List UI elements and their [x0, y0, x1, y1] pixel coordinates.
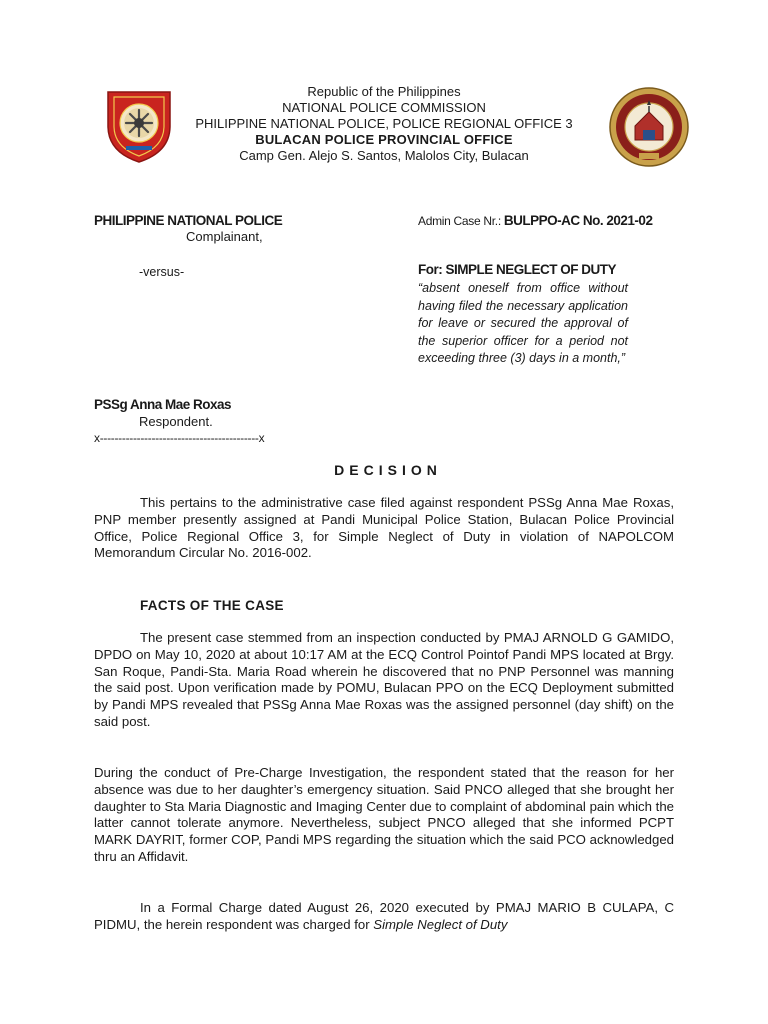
letterhead-address: Camp Gen. Alejo S. Santos, Malolos City, Bulacan [239, 148, 529, 163]
facts-paragraph-3-text: In a Formal Charge dated August 26, 2020 executed by PMAJ MARIO B CULAPA, C PIDMU, the herein respondent was charged for [94, 900, 674, 932]
case-number-label: Admin Case Nr.: [418, 214, 504, 228]
facts-paragraph-2: During the conduct of Pre-Charge Investigation, the respondent stated that the reason for her absence was due to her daughter’s emergency situation. Said PNCO alleged that she brought her daughter to Sta Maria Diagnostic and Imaging Center due to complaint of abdominal pain which the latter cannot tolerate anymore. Nevertheless, subject PNCO alleged that she informed PCPT MARK DAYRIT, former COP, Pandi MPS regarding the situation which the said PCO acknowledged thru an Affidavit. [94, 765, 674, 864]
charge-description: “absent oneself from office without having filed the necessary application for leave or secured the approval of the superior officer for a period not exceeding three (3) days in a month,” [418, 281, 628, 365]
decision-title: DECISION [334, 462, 442, 478]
respondent-name: PSSg Anna Mae Roxas [94, 397, 232, 412]
complainant-name: PHILIPPINE NATIONAL POLICE [94, 213, 283, 228]
letterhead-republic: Republic of the Philippines [307, 84, 461, 99]
respondent-role: Respondent. [139, 414, 213, 429]
charge-title: For: SIMPLE NEGLECT OF DUTY [418, 262, 616, 277]
facts-heading: FACTS OF THE CASE [140, 598, 284, 613]
caption-separator: x-------------------------------------------x [94, 431, 265, 445]
letterhead-napolcom: NATIONAL POLICE COMMISSION [282, 100, 486, 115]
letterhead-pnp-pro3: PHILIPPINE NATIONAL POLICE, POLICE REGIONAL OFFICE 3 [195, 116, 573, 131]
case-number-line [418, 213, 652, 228]
letterhead [0, 84, 768, 164]
facts-paragraph-1: The present case stemmed from an inspection conducted by PMAJ ARNOLD G GAMIDO, DPDO on May 10, 2020 at about 10:17 AM at the ECQ Control Pointof Pandi MPS located at Brgy. San Roque, Pandi-Sta. Maria Road wherein he discovered that no PNP Personnel was manning the said post. Upon verification made by POMU, Bulacan PPO on the ECQ Deployment submitted by Pandi MPS revealed that PSSg Anna Mae Roxas was the assigned personnel (day shift) on the said post. [94, 630, 674, 729]
complainant-role: Complainant, [186, 229, 263, 244]
intro-paragraph: This pertains to the administrative case filed against respondent PSSg Anna Mae Roxas, PNP member presently assigned at Pandi Municipal Police Station, Bulacan Police Provincial Office, Police Regional Office 3, for Simple Neglect of Duty in violation of NAPOLCOM Memorandum Circular No. 2016-002. [94, 495, 674, 561]
facts-paragraph-3 [94, 900, 674, 934]
facts-paragraph-3-charge: Simple Neglect of Duty [373, 916, 508, 932]
versus-label: -versus- [139, 265, 185, 279]
letterhead-bulppo: BULACAN POLICE PROVINCIAL OFFICE [255, 132, 513, 147]
case-number: BULPPO-AC No. 2021-02 [503, 213, 653, 228]
